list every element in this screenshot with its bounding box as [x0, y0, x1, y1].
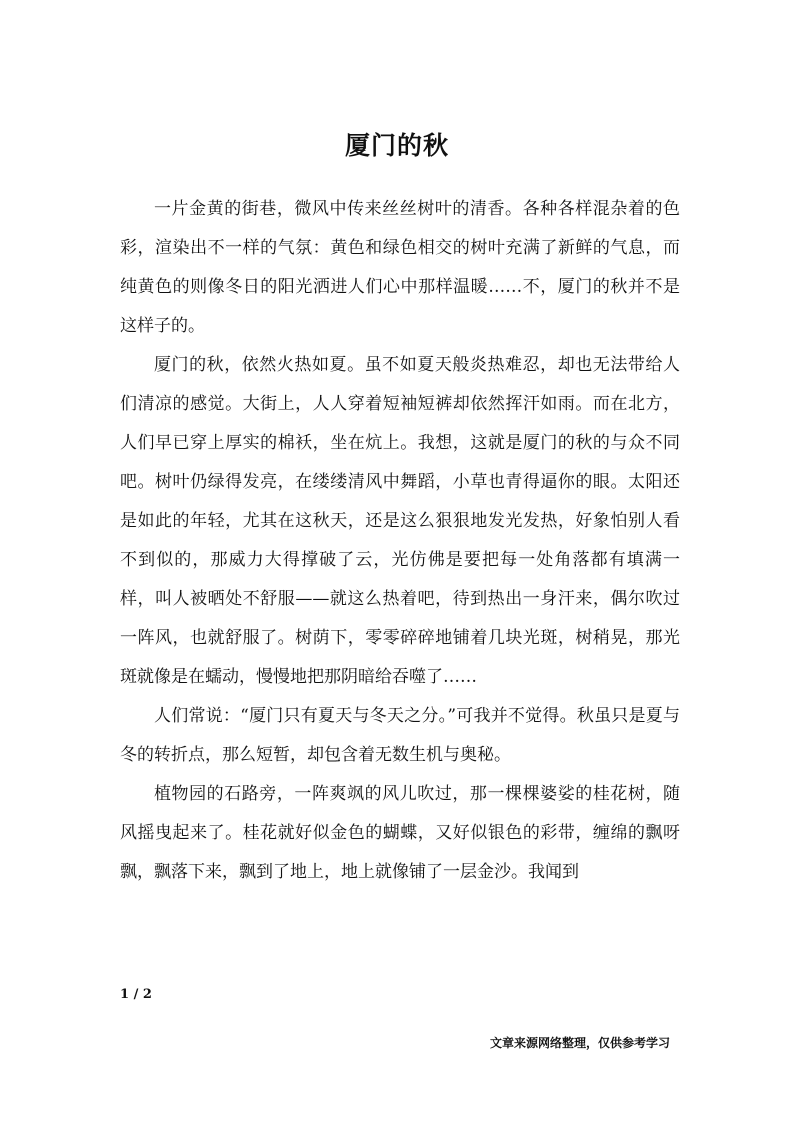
page-number: 1 / 2	[120, 987, 152, 1002]
document-title: 厦门的秋	[344, 131, 449, 160]
paragraph-4: 植物园的石路旁，一阵爽飒的风儿吹过，那一棵棵婆娑的桂花树，随风摇曳起来了。桂花就好似金色的蝴蝶，又好似银色的彩带，缠绵的飘呀飘，飘落下来，飘到了地上，地上就像铺了一层金沙。我闻到	[120, 784, 680, 882]
paragraph-1: 一片金黄的街巷，微风中传来丝丝树叶的清香。各种各样混杂着的色彩，渲染出不一样的气氛：黄色和绿色相交的树叶充满了新鲜的气息，而纯黄色的则像冬日的阳光洒进人们心中那样温暖……不，厦门的秋并不是这样子的。	[120, 199, 680, 336]
paragraph-3: 人们常说：“厦门只有夏天与冬天之分。”可我并不觉得。秋虽只是夏与冬的转折点，那么短暂，却包含着无数生机与奥秘。	[120, 706, 680, 765]
document-body	[120, 190, 680, 892]
paragraph-2: 厦门的秋，依然火热如夏。虽不如夏天般炎热难忍，却也无法带给人们清凉的感觉。大街上，人人穿着短袖短裤却依然挥汗如雨。而在北方，人们早已穿上厚实的棉袄，坐在炕上。我想，这就是厦门的秋的与众不同吧。树叶仍绿得发亮，在缕缕清风中舞蹈，小草也青得逼你的眼。太阳还是如此的年轻，尤其在这秋天，还是这么狠狠地发光发热，好象怕别人看不到似的，那威力大得撑破了云，光仿佛是要把每一处角落都有填满一样，叫人被晒处不舒服——就这么热着吧，待到热出一身汗来，偶尔吹过一阵风，也就舒服了。树荫下，零零碎碎地铺着几块光斑，树稍晃，那光斑就像是在蠕动，慢慢地把那阴暗给吞噬了……	[120, 355, 680, 687]
source-note: 文章来源网络整理，仅供参考学习	[489, 1036, 670, 1050]
